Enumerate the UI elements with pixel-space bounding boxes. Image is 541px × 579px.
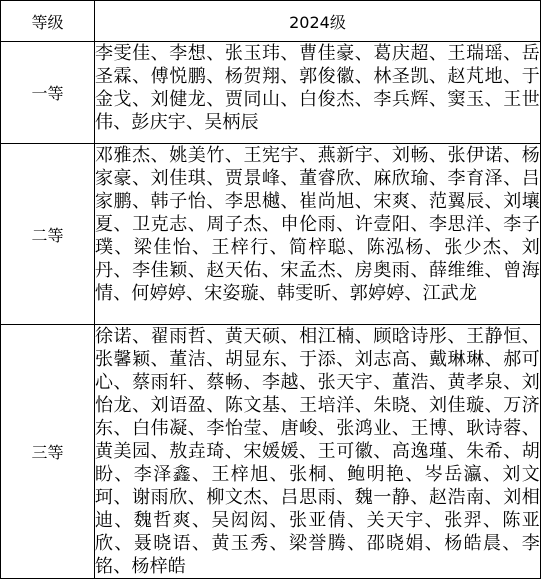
level-first-prize: 一等 <box>1 42 95 144</box>
level-third-prize: 三等 <box>1 325 95 579</box>
names-first-prize: 李雯佳、李想、张玉玮、曹佳豪、葛庆超、王瑞瑶、岳圣霖、傅悦鹏、杨贺翔、郭俊徽、林圣凯、赵芃地、于金戈、刘健龙、贾同山、白俊杰、李兵辉、窦玉、王世伟、彭庆宇、吴柄辰 <box>95 42 541 144</box>
row-second-prize <box>1 144 541 325</box>
header-level: 等级 <box>1 1 95 42</box>
row-third-prize <box>1 325 541 579</box>
names-third-prize: 徐诺、翟雨哲、黄天硕、相江楠、顾晗诗彤、王静恒、张馨颖、董洁、胡显东、于添、刘志高、戴琳琳、郝可心、蔡雨轩、蔡畅、李越、张天宇、董浩、黄孝泉、刘怡龙、刘语盈、陈文基、王培洋、朱晓、刘佳璇、万济东、白伟凝、李怡莹、唐峻、张鸿业、王博、耿诗蓉、黄美园、敖垚琦、宋媛媛、王可徽、高逸瑾、朱希、胡盼、李泽鑫、王梓旭、张桐、鲍明艳、岑岳瀛、刘文珂、谢雨欣、柳文杰、吕思雨、魏一静、赵浩南、刘相迪、魏哲爽、吴闳闳、张亚倩、关天宇、张羿、陈亚欣、聂晓语、黄玉秀、梁誉腾、邵晓娟、杨皓晨、李铭、杨梓皓 <box>95 326 540 577</box>
header-row <box>1 1 541 42</box>
header-year: 2024级 <box>95 1 541 42</box>
row-first-prize <box>1 42 541 144</box>
names-second-prize: 邓雅杰、姚美竹、王宪宇、燕新宇、刘畅、张伊诺、杨家豪、刘佳琪、贾景峰、董睿欣、麻欣瑜、李育泽、吕家鹏、韩子怡、李思樾、崔尚旭、宋爽、范翼辰、刘壤夏、卫克志、周子杰、申伦雨、许壹阳、李思洋、李子璞、梁佳怡、王梓行、简梓聪、陈泓杨、张少杰、刘丹、李佳颖、赵天佑、宋孟杰、房奥雨、薛维维、曾海情、何婷婷、宋姿璇、韩雯昕、郭婷婷、江武龙 <box>95 144 541 325</box>
level-second-prize: 二等 <box>1 144 95 325</box>
